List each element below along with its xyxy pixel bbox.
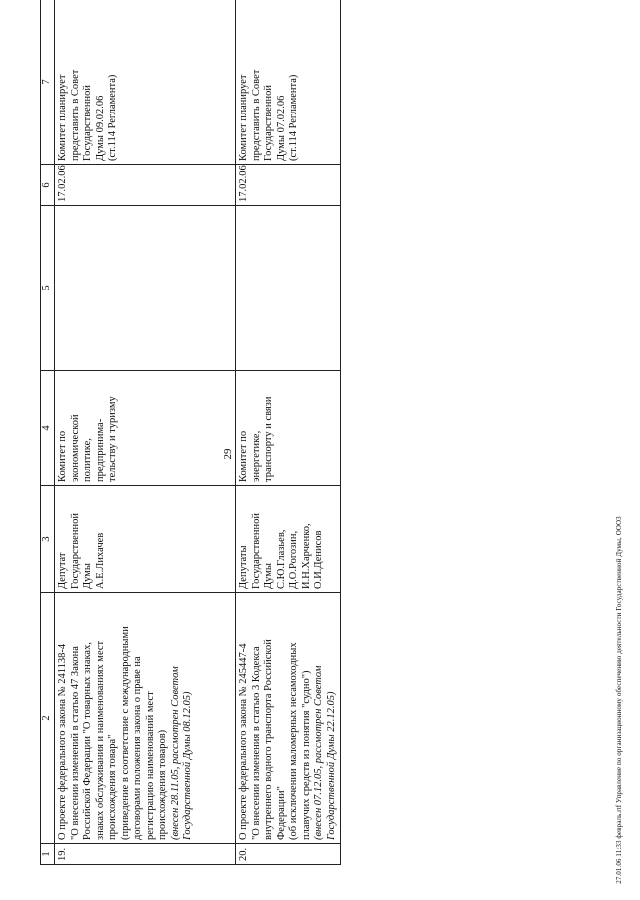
bill-title-line: (приведение в соответствие с международными — [119, 626, 131, 840]
bill-title-line: регистрацию наименований мест — [144, 691, 156, 840]
author-line: О.И.Денисов — [313, 530, 324, 589]
page-footer: 27.01.06 11:33 февраль.rtf Управление по организационному обеспечению деятельности Государственной Думы, ООО3 — [615, 516, 623, 884]
header-row — [41, 0, 55, 865]
header-cell-4: 4 — [41, 371, 55, 486]
date-cell: 17.02.06 — [236, 165, 341, 206]
table-row — [55, 0, 236, 865]
bill-title-line: О проекте федерального закона № 245447-4 — [238, 643, 249, 840]
column-5-cell — [55, 206, 236, 371]
status-line: Государственной — [263, 85, 274, 161]
header-cell-2: 2 — [41, 593, 55, 844]
status-line: (ст.114 Регламента) — [107, 74, 118, 161]
committee-line: Комитет по — [57, 430, 68, 482]
author-line: Государственной — [69, 513, 81, 589]
committee-line: предпринима- — [94, 418, 106, 482]
author-line: Депутаты — [238, 545, 249, 589]
header-cell-5: 5 — [41, 206, 55, 371]
author-line: И.Н.Харченко, — [300, 523, 312, 589]
status-line: Комитет планирует — [238, 74, 249, 161]
author-line: Д.О.Рогозин, — [288, 530, 299, 589]
bill-title-line: происхождения товаров) — [157, 729, 168, 840]
author-cell — [236, 486, 341, 593]
author-line: Депутат — [57, 552, 68, 589]
bill-title-line: происхождения товара" — [107, 734, 118, 840]
bill-title-line: (об исключении маломерных несамоходных — [288, 642, 299, 840]
committee-cell — [55, 371, 236, 486]
status-line: представить в Совет — [250, 69, 262, 161]
bill-title-line: Федерации" — [275, 786, 287, 840]
author-line: А.Е.Лихачев — [94, 532, 106, 589]
bill-title-line: внутреннего водного транспорта Российской — [263, 639, 274, 840]
status-line: Комитет планирует — [57, 74, 68, 161]
bill-title-line: знаках обслуживания и наименованиях мест — [94, 640, 106, 840]
bill-title-line: "О внесении изменения в статью 3 Кодекса — [250, 646, 262, 840]
header-cell-1: 1 — [41, 844, 55, 865]
status-line: (ст.114 Регламента) — [288, 74, 299, 161]
status-line: Государственной — [82, 85, 93, 161]
status-cell — [236, 0, 341, 165]
bill-note-line: Государственной Думы 22.12.05) — [325, 691, 337, 840]
author-line: Думы — [82, 563, 93, 589]
row-number: 19. — [55, 844, 236, 865]
author-line: Государственной — [250, 513, 262, 589]
bills-table — [40, 0, 341, 865]
table-row — [236, 0, 341, 865]
bill-title-cell — [55, 593, 236, 844]
bill-title-cell — [236, 593, 341, 844]
committee-cell — [236, 371, 341, 486]
status-line: Думы 07.02.06 — [275, 95, 287, 161]
date-cell: 17.02.06 — [55, 165, 236, 206]
header-cell-3: 3 — [41, 486, 55, 593]
page-number: 29 — [222, 448, 234, 460]
committee-line: Комитет по — [238, 430, 249, 482]
committee-line: энергетике, — [250, 430, 262, 482]
bill-title-line: договорами положения закона о праве на — [132, 656, 143, 840]
committee-line: транспорту и связи — [263, 396, 274, 482]
header-cell-7: 7 — [41, 0, 55, 165]
bill-note-line: (внесен 07.12.05, рассмотрен Советом — [313, 665, 324, 840]
author-line: С.Ю.Глазьев, — [275, 529, 287, 589]
author-line: Думы — [263, 563, 274, 589]
committee-line: тельству и туризму — [107, 396, 118, 482]
bills-table-container — [40, 35, 340, 865]
status-line: Думы 09.02.06 — [94, 95, 106, 161]
committee-line: экономической — [69, 414, 81, 482]
bill-title-line: О проекте федерального закона № 241138-4 — [57, 643, 68, 840]
bill-title-line: Российской Федерации "О товарных знаках, — [82, 642, 93, 840]
status-cell — [55, 0, 236, 165]
author-cell — [55, 486, 236, 593]
status-line: представить в Совет — [69, 69, 81, 161]
bill-title-line: "О внесении изменений в статью 47 Закона — [69, 646, 81, 840]
bill-title-line: плавучих средств из понятия "судно") — [300, 670, 312, 840]
bill-note-line: Государственной Думы 08.12.05) — [182, 691, 193, 840]
column-5-cell — [236, 206, 341, 371]
row-number: 20. — [236, 844, 341, 865]
bill-note-line: (внесен 28.11.05, рассмотрен Советом — [169, 666, 181, 840]
header-cell-6: 6 — [41, 165, 55, 206]
committee-line: политике, — [82, 438, 93, 482]
